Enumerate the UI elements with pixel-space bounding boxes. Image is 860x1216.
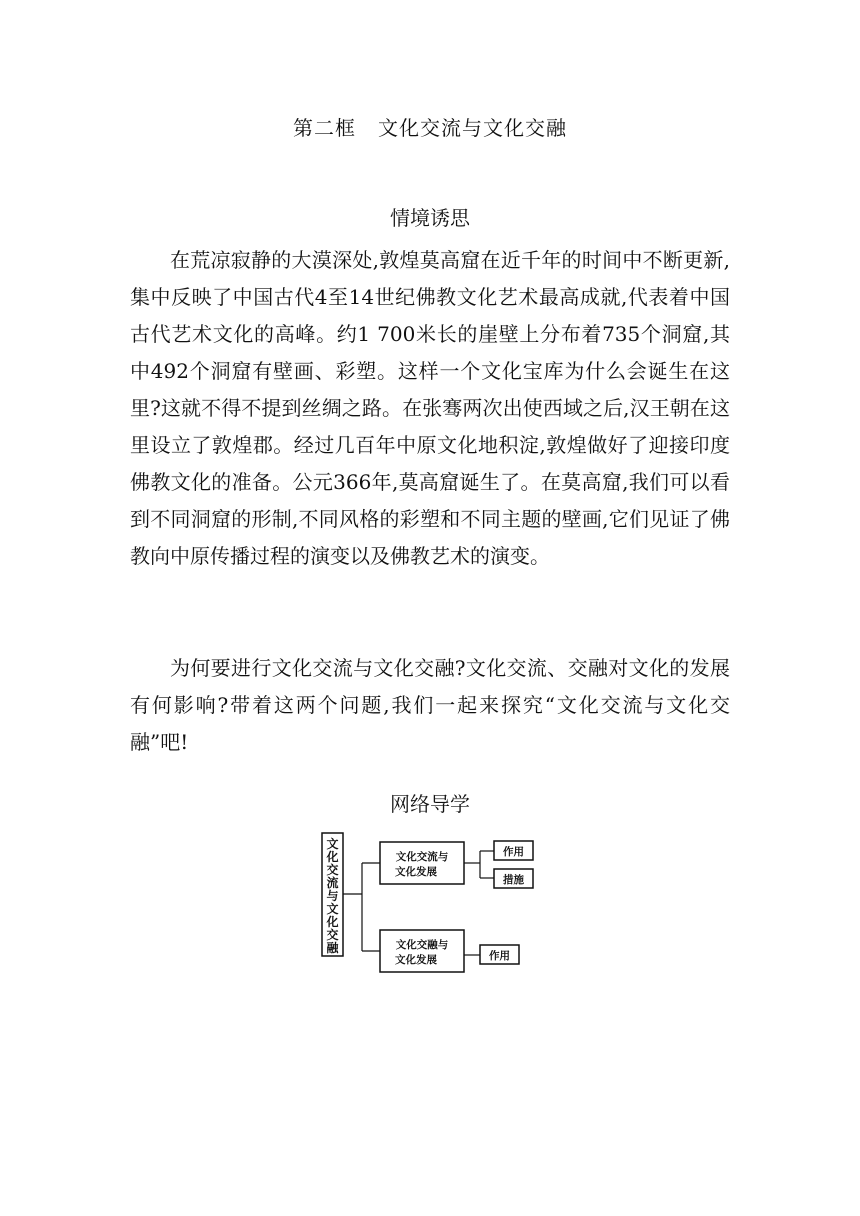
branch-node-integration-line2: 文化发展	[395, 954, 437, 966]
section-heading-network-guide: 网络导学	[390, 792, 470, 816]
branch-exchange-connectors	[464, 851, 494, 878]
concept-map-diagram	[318, 828, 542, 978]
branch-node-exchange-line1: 文化交流与	[395, 851, 449, 863]
root-char: 文	[326, 837, 339, 851]
leaf-exchange-function-label: 作用	[503, 846, 524, 858]
scenario-paragraph-2: 为何要进行文化交流与文化交融?文化交流、交融对文化的发展有何影响?带着这两个问题,我们一起来探究“文化交流与文化交融”吧!	[130, 656, 730, 754]
root-char: 与	[326, 889, 339, 903]
root-char: 文	[326, 902, 339, 916]
scenario-paragraph-1: 在荒凉寂静的大漠深处,敦煌莫高窟在近千年的时间中不断更新,集中反映了中国古代4至14世纪佛教文化艺术最高成就,代表着中国古代艺术文化的高峰。约1 700米长的崖壁上分布着735个洞窟,其中492个洞窟有壁画、彩塑。这样一个文化宝库为什么会诞生在这里?这就不得不提到丝绸之路。在张骞两次出使西域之后,汉王朝在这里设立了敦煌郡。经过几百年中原文化地积淀,敦煌做好了迎接印度佛教文化的准备。公元366年,莫高窟诞生了。在莫高窟,我们可以看到不同洞窟的形制,不同风格的彩塑和不同主题的壁画,它们见证了佛教向中原传播过程的演变以及佛教艺术的演变。	[130, 248, 730, 568]
root-connectors	[343, 863, 380, 951]
root-char: 化	[326, 915, 339, 929]
leaf-exchange-measures-label: 措施	[503, 874, 524, 886]
root-char: 融	[326, 941, 339, 955]
branch-node-integration-line1: 文化交融与	[395, 939, 449, 951]
root-char: 化	[326, 850, 339, 864]
leaf-integration-function-label: 作用	[489, 950, 510, 962]
root-node-label	[325, 836, 339, 955]
section-heading-scenario: 情境诱思	[390, 206, 470, 230]
page-title	[0, 114, 860, 142]
root-char: 交	[326, 863, 339, 877]
root-char: 流	[326, 876, 339, 890]
root-char: 交	[326, 928, 339, 942]
page-title-section-number: 第二框	[293, 116, 356, 140]
branch-node-exchange-line2: 文化发展	[395, 866, 437, 878]
page-title-topic: 文化交流与文化交融	[378, 116, 567, 140]
